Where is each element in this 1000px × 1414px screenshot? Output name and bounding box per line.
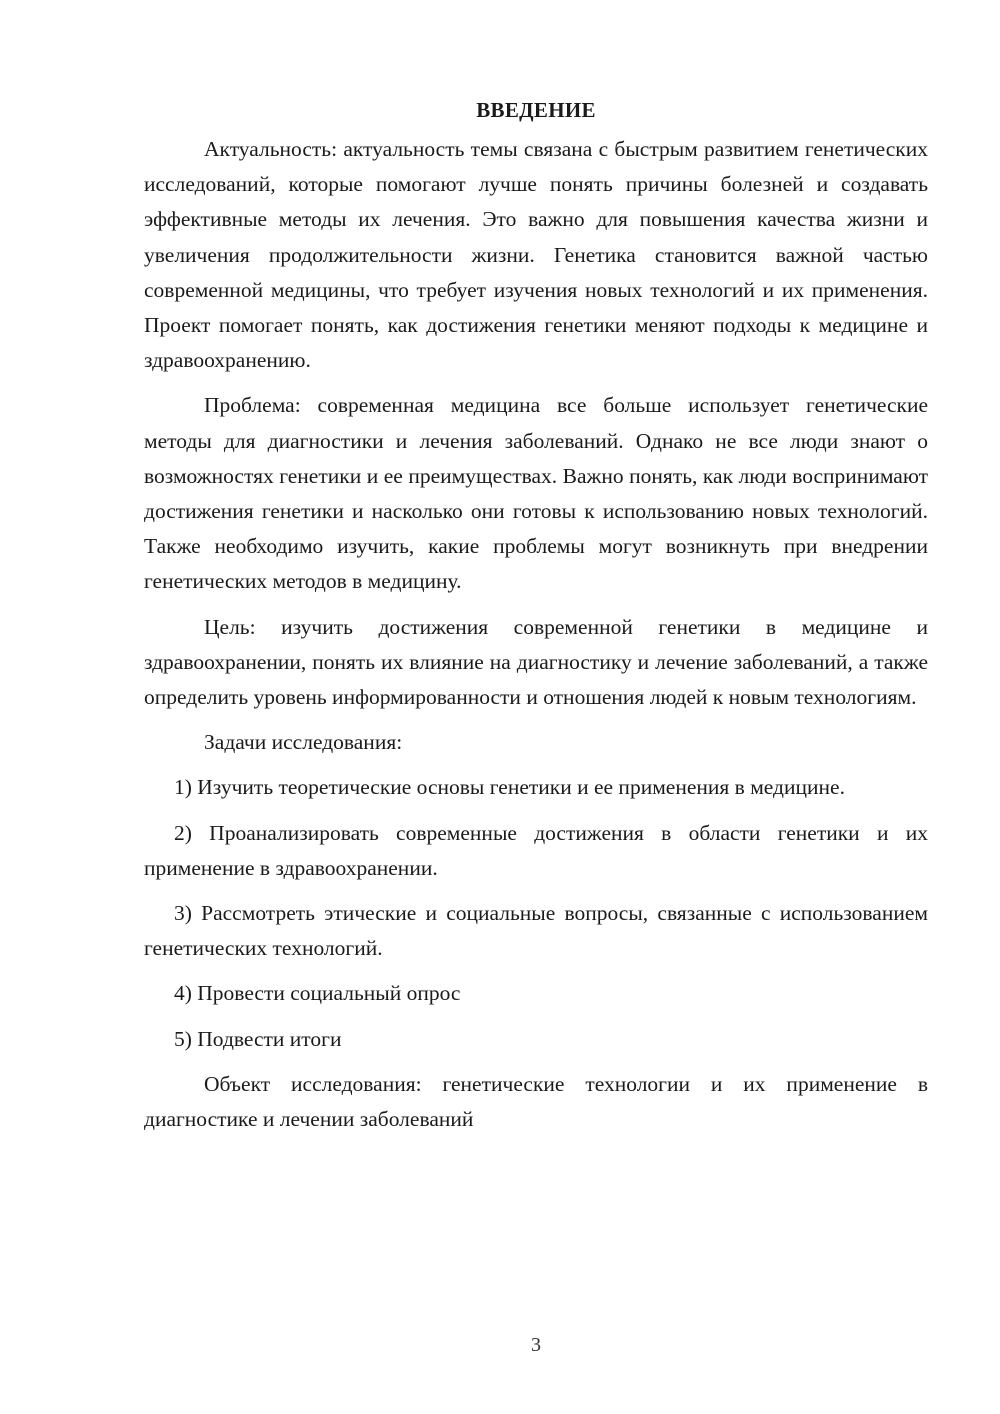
task-item-3: 3) Рассмотреть этические и социальные вопросы, связанные с использованием генетических технологий. [144, 901, 928, 961]
paragraph-relevance: Актуальность: актуальность темы связана с быстрым развитием генетических исследований, которые помогают лучше понять причины болезней и создавать эффективные методы их лечения. Это важно для повышения качества жизни и увеличения продолжительности жизни. Генетика становится важной частью современной медицины, что требует изучения новых технологий и их применения. Проект помогает понять, как достижения генетики меняют подходы к медицине и здравоохранению. [144, 137, 928, 373]
task-item-5: 5) Подвести итоги [174, 1026, 342, 1051]
paragraph-problem: Проблема: современная медицина все больше использует генетические методы для диагностики и лечения заболеваний. Однако не все люди знают о возможностях генетики и ее преимуществах. Важно понять, как люди воспринимают достижения генетики и насколько они готовы к использованию новых технологий. Также необходимо изучить, какие проблемы могут возникнуть при внедрении генетических методов в медицину. [144, 393, 928, 594]
task-item-2: 2) Проанализировать современные достижения в области генетики и их применение в здравоохранении. [144, 820, 928, 880]
page-content [144, 96, 928, 1147]
paragraph-object: Объект исследования: генетические технологии и их применение в диагностике и лечении заболеваний [144, 1071, 928, 1132]
section-title: ВВЕДЕНИЕ [476, 98, 596, 122]
task-item-1: 1) Изучить теоретические основы генетики и ее применения в медицине. [174, 775, 845, 800]
paragraph-tasks-heading: Задачи исследования: [204, 730, 403, 755]
task-item-4: 4) Провести социальный опрос [174, 981, 461, 1006]
paragraph-goal: Цель: изучить достижения современной генетики в медицине и здравоохранении, понять их влияние на диагностику и лечение заболеваний, а также определить уровень информированности и отношения людей к новым технологиям. [144, 614, 928, 710]
page-number: 3 [531, 1334, 541, 1356]
